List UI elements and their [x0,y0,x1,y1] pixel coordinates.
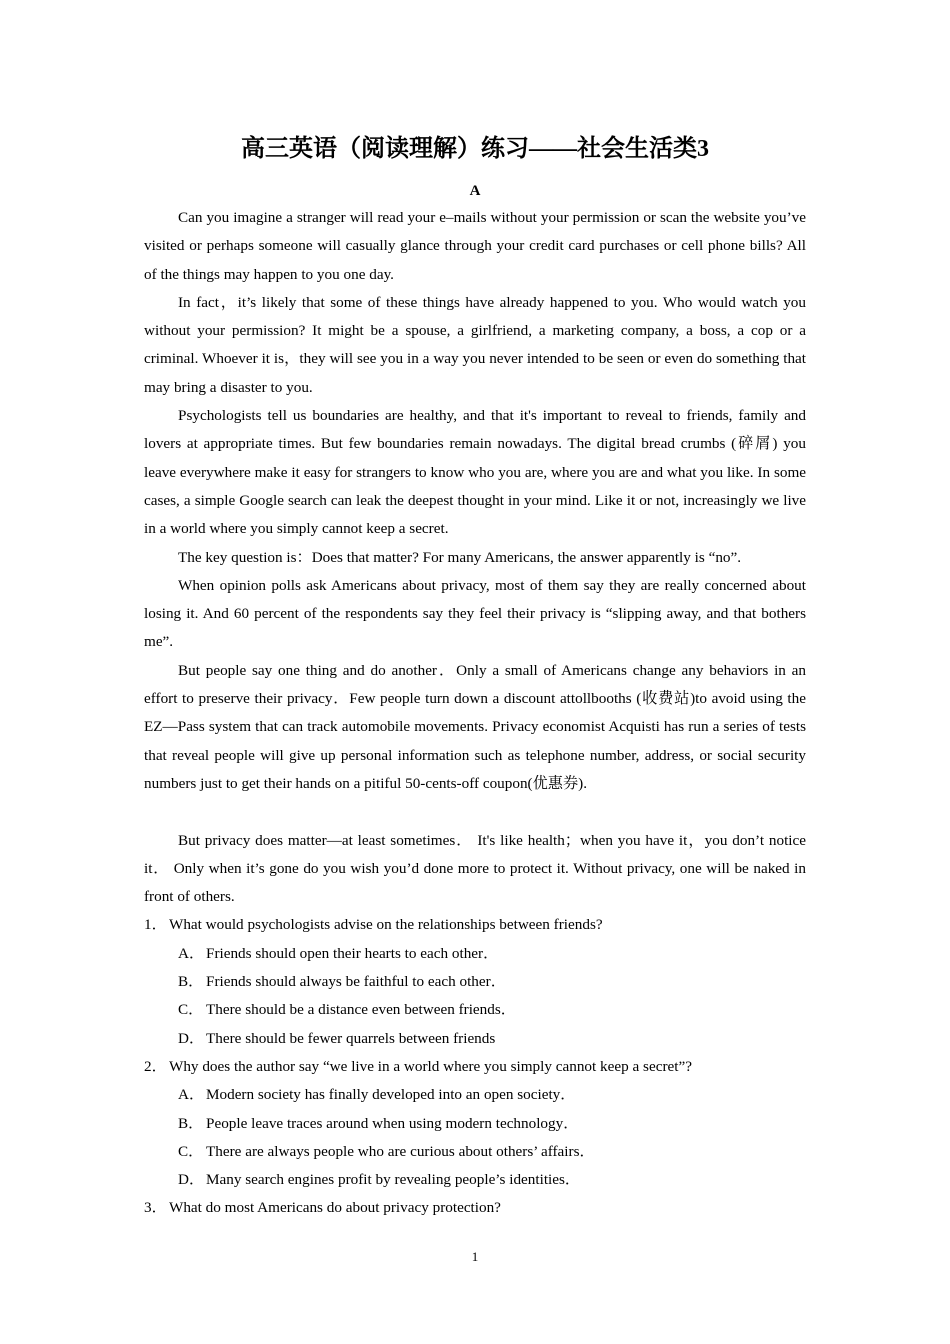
question-number: 3． [144,1199,167,1217]
question-1-option-c [144,996,806,1024]
option-text: Modern society has finally developed into an open society． [206,1086,576,1104]
option-text: There are always people who are curious about others’ affairs． [206,1142,595,1160]
question-2-option-c [144,1138,806,1166]
option-letter: C． [178,1001,204,1019]
paragraph-2: In fact，it’s likely that some of these things have already happened to you. Who would watch you without your permission? It might be a spouse, a girlfriend, a marketing company, a boss, a cop or a criminal. Whoever it is，they will see you in a way you never intended to be seen or even do something that may bring a disaster to you. [144,293,806,396]
question-1-option-a [144,940,806,968]
question-1-option-b [144,968,806,996]
passage-label: A [469,183,481,199]
question-text: What do most Americans do about privacy protection? [169,1199,501,1217]
paragraph-5: When opinion polls ask Americans about privacy, most of them say they are really concerned about losing it. And 60 percent of the respondents say they feel their privacy is “slipping away, and that bothers me”. [144,576,806,651]
option-text: People leave traces around when using modern technology． [206,1114,579,1132]
paragraph-7: But privacy does matter—at least sometimes． It's like health；when you have it，you don’t notice it． Only when it’s gone do you wish you’d done more to protect it. Without privacy, one will be naked in front of others. [144,831,806,906]
option-letter: A． [178,944,205,962]
question-text: What would psychologists advise on the relationships between friends? [169,916,603,934]
option-text: Friends should always be faithful to each other． [206,973,506,991]
question-2-option-d [144,1166,806,1194]
question-2 [144,1053,806,1081]
question-number: 2． [144,1057,167,1075]
question-2-option-b [144,1110,806,1138]
option-text: Many search engines profit by revealing people’s identities． [206,1171,581,1189]
option-text: There should be fewer quarrels between friends [206,1029,496,1047]
option-text: There should be a distance even between friends． [206,1001,516,1019]
blank-line [144,798,806,826]
paragraph-1: Can you imagine a stranger will read your e–mails without your permission or scan the website you’ve visited or perhaps someone will casually glance through your credit card purchases or cell phone bills? All of the things may happen to you one day. [144,209,806,283]
question-3 [144,1194,806,1222]
question-2-option-a [144,1081,806,1109]
document-title: 高三英语（阅读理解）练习——社会生活类3 [241,136,709,162]
page-number: 1 [471,1249,479,1264]
question-number: 1． [144,916,167,934]
option-letter: A． [178,1086,205,1104]
option-letter: D． [178,1029,205,1047]
paragraph-6: But people say one thing and do another．Only a small of Americans change any behaviors in an effort to preserve their privacy．Few people turn down a discount attollbooths (收费站)to avoid using the EZ—Pass system that can track automobile movements. Privacy economist Acquisti has run a series of tests that reveal people will give up personal information such as telephone number, address, or social security numbers just to get their hands on a pitiful 50-cents-off coupon(优惠券). [144,661,806,792]
paragraph-3: Psychologists tell us boundaries are healthy, and that it's important to reveal to friends, family and lovers at appropriate times. But few boundaries remain nowadays. The digital bread crumbs (碎屑) you leave everywhere make it easy for strangers to know who you are, where you are and what you like. In some cases, a simple Google search can leak the deepest thought in your mind. Like it or not, increasingly we live in a world where you simply cannot keep a secret. [144,407,806,538]
question-text: Why does the author say “we live in a world where you simply cannot keep a secret”? [169,1057,692,1075]
question-1 [144,911,806,939]
option-letter: B． [178,1114,204,1132]
option-letter: D． [178,1171,205,1189]
option-letter: B． [178,973,204,991]
question-1-option-d [144,1025,806,1053]
paragraph-4: The key question is：Does that matter? For many Americans, the answer apparently is “no”. [178,548,742,566]
option-letter: C． [178,1142,204,1160]
passage-body [144,204,806,1223]
option-text: Friends should open their hearts to each other． [206,944,499,962]
